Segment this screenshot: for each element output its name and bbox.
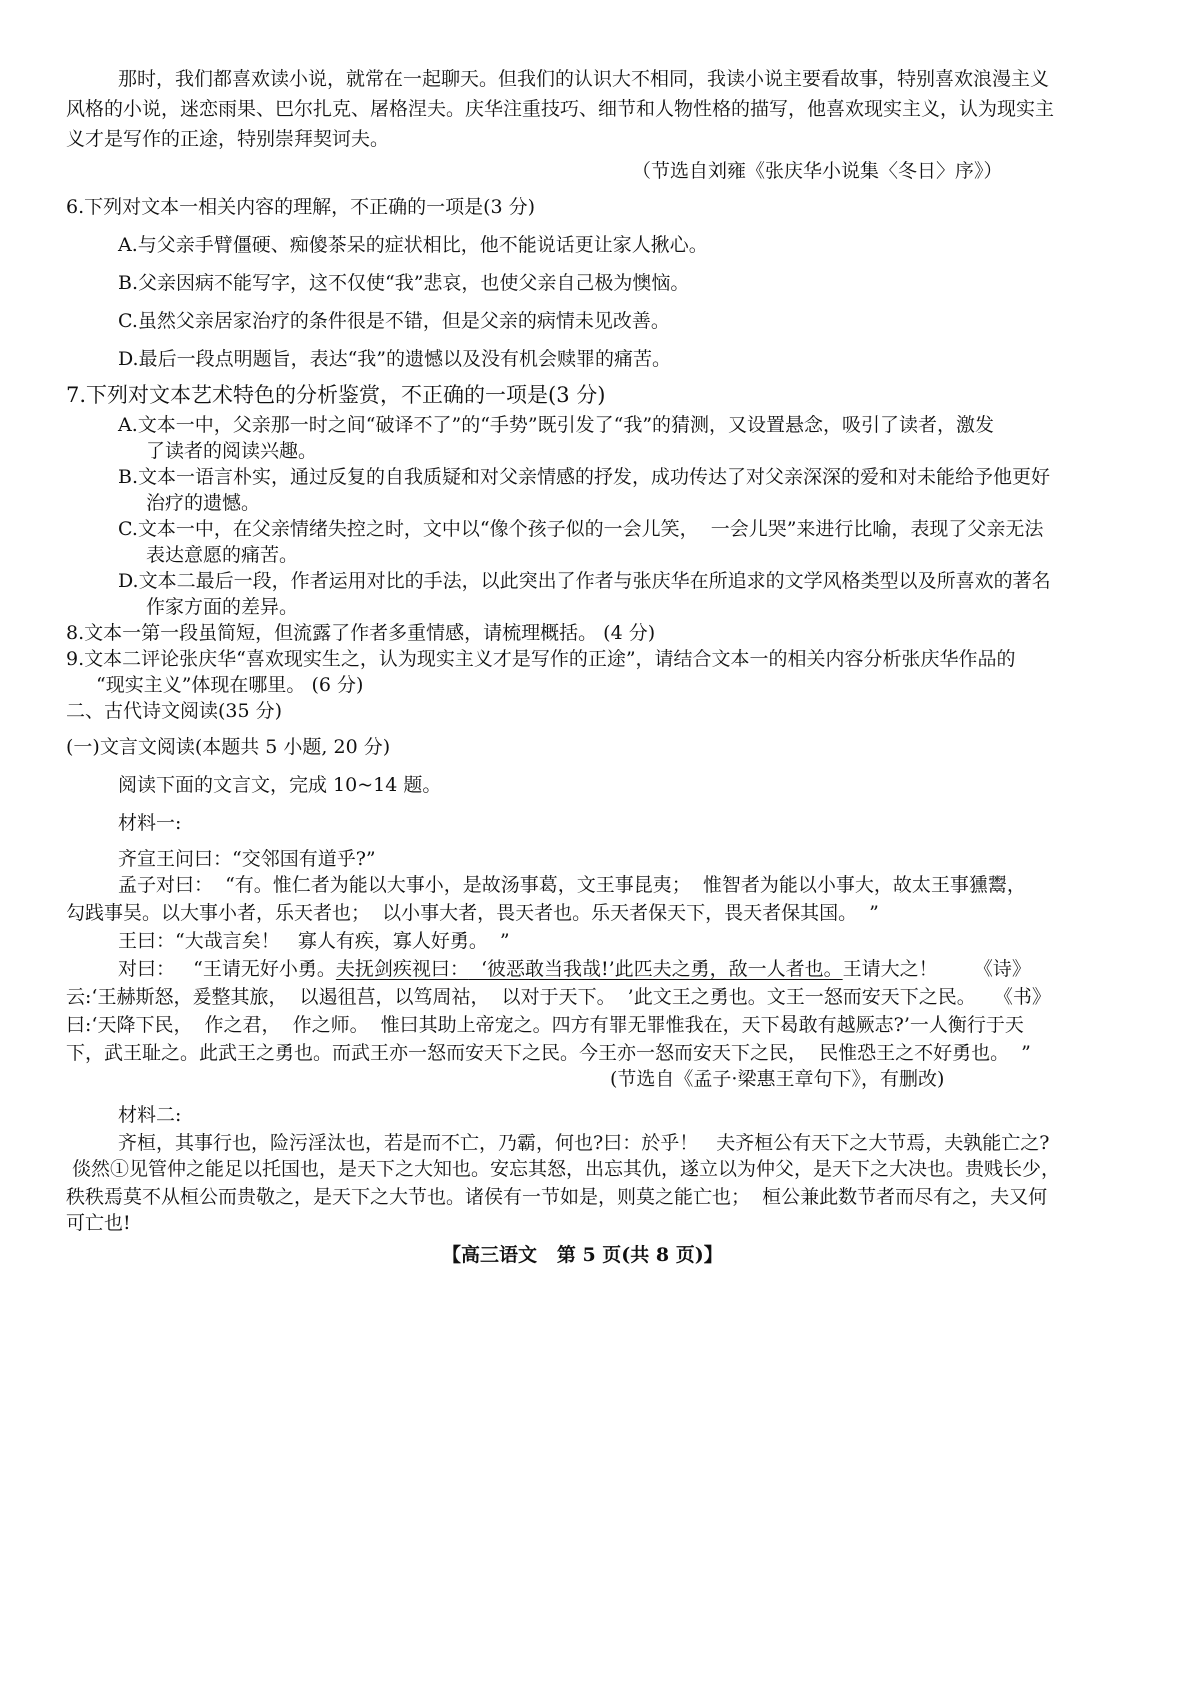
material-2-line: 可亡也! [66,1212,131,1234]
question-9: 9.文本二评论张庆华“喜欢现实生之，认为现实主义才是写作的正途”，请结合文本一的相关内容分析张庆华作品的 [66,648,1016,670]
material-1-line: 下，武王耻之。此武王之勇也。而武王亦一怒而安天下之民。今王亦一怒而安天下之民， 民惟恐王之不好勇也。 ” [66,1042,1031,1064]
question-7-option-a-cont: 了读者的阅读兴趣。 [146,440,318,462]
material-1-source: (节选自《孟子·梁惠王章句下》，有删改) [610,1068,945,1090]
material-1-label: 材料一: [118,812,182,834]
reply-text: 对曰： “王请无好小勇。 [118,958,336,980]
question-7-option-d-cont: 作家方面的差异。 [146,596,299,618]
question-9-cont: “现实主义”体现在哪里。 (6 分) [96,674,364,696]
underlined-sentence: 夫抚剑疾视曰： [335,958,469,980]
passage-line: 风格的小说，迷恋雨果、巴尔扎克、屠格涅夫。庆华注重技巧、细节和人物性格的描写，他喜欢现实主义，认为现实主 [66,98,1055,120]
material-2-label: 材料二: [118,1104,182,1126]
reading-instruction: 阅读下面的文言文，完成 10~14 题。 [118,774,442,796]
passage-line: 那时，我们都喜欢读小说，就常在一起聊天。但我们的认识大不相同，我读小说主要看故事，特别喜欢浪漫主义 [118,68,1050,90]
question-6-option-c: C.虽然父亲居家治疗的条件很是不错，但是父亲的病情未见改善。 [118,310,670,332]
subsection-title: (一)文言文阅读(本题共 5 小题, 20 分) [66,736,391,758]
material-1-line: 云:‘王赫斯怒，爰整其旅， 以遏徂莒，以笃周祜， 以对于天下。 ’此文王之勇也。文王一怒而安天下之民。 《书》 [66,986,1051,1008]
underlined-sentence: ‘彼恶敢当我哉!’此匹夫之勇，敌一人者也。 [468,958,843,980]
passage-line: 义才是写作的正途，特别崇拜契诃夫。 [66,128,390,150]
material-1-line: 齐宣王问曰：“交邻国有道乎?” [118,848,376,870]
question-7-option-c: C.文本一中，在父亲情绪失控之时，文中以“像个孩子似的一会儿笑， 一会儿哭”来进行比喻，表现了父亲无法 [118,518,1044,540]
question-7-option-b-cont: 治疗的遗憾。 [146,492,261,514]
reply-text: 王请大之！ 《诗》 [842,958,1031,980]
passage-source: （节选自刘雍《张庆华小说集〈冬日〉序》） [632,160,1003,182]
question-7-option-a: A.文本一中，父亲那一时之间“破译不了”的“手势”既引发了“我”的猜测，又设置悬念，吸引了读者，激发 [118,414,995,436]
material-2-line: 齐桓，其事行也，险污淫汰也，若是而不亡，乃霸，何也?曰：於乎！ 夫齐桓公有天下之大节焉，夫孰能亡之? [118,1132,1050,1154]
material-2-line: 倓然①见管仲之能足以托国也，是天下之大知也。安忘其怒，出忘其仇，遂立以为仲父，是天下之大决也。贵贱长少， [66,1158,1061,1180]
material-1-line: 勾践事吴。以大事小者，乐天者也； 以小事大者，畏天者也。乐天者保天下，畏天者保其国。 ” [66,902,879,924]
question-7-option-b: B.文本一语言朴实，通过反复的自我质疑和对父亲情感的抒发，成功传达了对父亲深深的爱和对未能给予他更好 [118,466,1051,488]
question-6-option-d: D.最后一段点明题旨，表达“我”的遗憾以及没有机会赎罪的痛苦。 [118,348,672,370]
material-1-line: 曰:‘天降下民， 作之君， 作之师。 惟曰其助上帝宠之。四方有罪无罪惟我在，天下曷敢有越厥志?’一人衡行于天 [66,1014,1024,1036]
question-7-option-c-cont: 表达意愿的痛苦。 [146,544,299,566]
material-1-line: 王曰：“大哉言矣！ 寡人有疾，寡人好勇。 ” [118,930,510,952]
section-title: 二、古代诗文阅读(35 分) [66,700,283,722]
question-6-stem: 6.下列对文本一相关内容的理解，不正确的一项是(3 分) [66,196,536,218]
material-1-line [118,956,1031,982]
question-8: 8.文本一第一段虽简短，但流露了作者多重情感，请梳理概括。 (4 分) [66,622,656,644]
question-6-option-a: A.与父亲手臂僵硬、痴傻茶呆的症状相比，他不能说话更让家人揪心。 [118,234,708,256]
question-7-option-d: D.文本二最后一段，作者运用对比的手法，以此突出了作者与张庆华在所追求的文学风格类型以及所喜欢的著名 [118,570,1051,592]
material-2-line: 秩秩焉莫不从桓公而贵敬之，是天下之大节也。诸侯有一节如是，则莫之能亡也； 桓公兼此数节者而尽有之，夫又何 [66,1186,1048,1208]
question-7-stem: 7.下列对文本艺术特色的分析鉴赏，不正确的一项是(3 分) [66,383,606,407]
page-footer: 【高三语文 第 5 页(共 8 页)】 [442,1244,723,1266]
question-6-option-b: B.父亲因病不能写字，这不仅使“我”悲哀，也使父亲自己极为懊恼。 [118,272,690,294]
material-1-line: 孟子对曰： “有。惟仁者为能以大事小，是故汤事葛，文王事昆夷； 惟智者为能以小事大，故太王事獯鬻， [118,874,1026,896]
